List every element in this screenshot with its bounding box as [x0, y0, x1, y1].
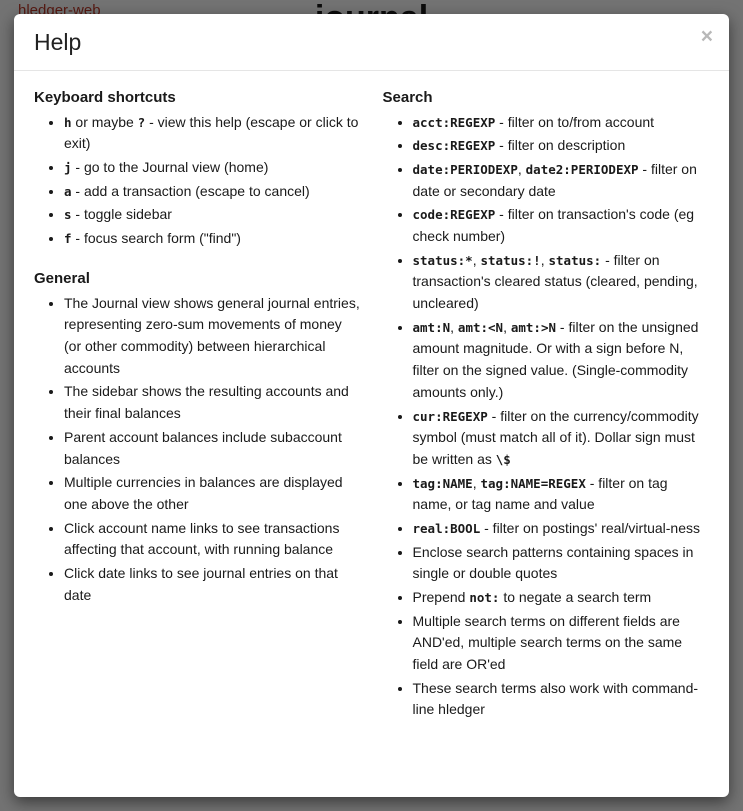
text-run: - filter on the unsigned amount magnitude. Or with a sign before N, filter on the signed value. (Single-commodity amounts only.) [412, 318, 699, 400]
list-item [413, 317, 710, 404]
code-token: real:BOOL [412, 520, 481, 536]
text-run: to negate a search term [499, 589, 652, 606]
text-run: - filter on tag name, or tag name and value [412, 474, 668, 513]
text-run: , [472, 251, 481, 268]
list-item [64, 204, 361, 226]
code-token: a [64, 183, 72, 199]
text-run: - filter on the currency/commodity symbol (must match all of it). Dollar sign must be written as [412, 407, 699, 467]
list-item [64, 157, 361, 179]
modal-header [14, 14, 729, 71]
list-item [413, 611, 710, 676]
code-token: tag:NAME [412, 475, 473, 491]
text-run: Enclose search patterns containing spaces in single or double quotes [412, 543, 694, 582]
code-token: status:* [412, 252, 473, 268]
list-item [413, 678, 710, 721]
text-run: , [503, 318, 511, 335]
code-token: ? [137, 114, 146, 130]
code-token: h [64, 114, 72, 130]
list-item [413, 587, 710, 609]
text-run: , [450, 318, 458, 335]
list-item [413, 473, 710, 516]
list-item [413, 518, 710, 540]
text-run: - filter on description [495, 137, 626, 154]
code-token: code:REGEXP [412, 207, 496, 223]
code-token: amt:<N [457, 319, 504, 335]
search-list [383, 112, 710, 722]
text-run: The Journal view shows general journal entries, representing zero-sum movements of money (or other commodity) between hierarchical accounts [64, 294, 360, 376]
text-run: - filter on date or secondary date [412, 160, 697, 199]
help-modal [14, 14, 729, 797]
text-run: - filter on transaction's cleared status (cleared, pending, uncleared) [412, 251, 698, 312]
list-item [64, 293, 361, 380]
text-run: Prepend [412, 589, 470, 606]
general-list [34, 293, 361, 607]
list-item [64, 472, 361, 515]
text-run: - toggle sidebar [71, 206, 172, 223]
text-run: Multiple search terms on different fields are AND'ed, multiple search terms on the same field are OR'ed [412, 612, 683, 673]
list-item [413, 159, 710, 202]
text-run: , [540, 251, 549, 268]
close-icon[interactable]: × [700, 25, 713, 48]
text-run: - filter on transaction's code (eg check number) [412, 206, 695, 245]
text-run: , [517, 160, 526, 177]
text-run: - focus search form ("find") [71, 230, 241, 247]
list-item [413, 406, 710, 471]
code-token: f [64, 231, 72, 247]
code-token: status: [548, 252, 602, 268]
code-token: tag:NAME=REGEX [480, 475, 586, 491]
text-run: or maybe [71, 113, 138, 130]
left-column [34, 89, 361, 724]
text-run: - view this help (escape or click to exit) [64, 113, 359, 152]
right-column [383, 89, 710, 724]
list-item [64, 228, 361, 250]
text-run: , [472, 474, 481, 491]
code-token: j [64, 159, 72, 175]
list-item [413, 204, 710, 247]
code-token: status:! [480, 252, 541, 268]
list-item [64, 427, 361, 470]
list-item [413, 112, 710, 134]
code-token: cur:REGEXP [412, 408, 488, 424]
code-token: s [64, 207, 72, 223]
code-token: \$ [495, 451, 511, 467]
text-run: - go to the Journal view (home) [71, 158, 269, 175]
list-item [413, 135, 710, 157]
text-run: Click date links to see journal entries on that date [64, 564, 338, 603]
text-run: Click account name links to see transactions affecting that account, with running balance [64, 519, 340, 558]
code-token: date2:PERIODEXP [525, 161, 639, 177]
code-token: acct:REGEXP [412, 114, 496, 130]
code-token: amt:>N [510, 319, 557, 335]
text-run: Multiple currencies in balances are displayed one above the other [64, 474, 343, 512]
list-item [413, 542, 710, 585]
list-item [64, 518, 361, 561]
section-heading-search: Search [382, 88, 433, 106]
list-item [64, 563, 361, 606]
text-run: These search terms also work with command-line hledger [412, 679, 699, 718]
text-run: Parent account balances include subaccount balances [64, 428, 342, 467]
text-run: - filter on postings' real/virtual-ness [480, 519, 700, 536]
code-token: date:PERIODEXP [412, 161, 518, 177]
code-token: desc:REGEXP [412, 138, 496, 154]
list-item [64, 181, 361, 203]
text-run: - add a transaction (escape to cancel) [71, 182, 310, 199]
code-token: not: [469, 590, 500, 606]
section-heading-keyboard-shortcuts: Keyboard shortcuts [34, 88, 176, 106]
keyboard-shortcuts-list [34, 112, 361, 250]
text-run: The sidebar shows the resulting accounts and their final balances [64, 383, 349, 422]
modal-body [14, 71, 729, 744]
list-item [413, 250, 710, 315]
list-item [64, 381, 361, 424]
section-heading-general: General [34, 269, 90, 287]
code-token: amt:N [412, 319, 451, 335]
text-run: - filter on to/from account [495, 113, 655, 130]
modal-title: Help [34, 29, 82, 55]
list-item [64, 112, 361, 155]
